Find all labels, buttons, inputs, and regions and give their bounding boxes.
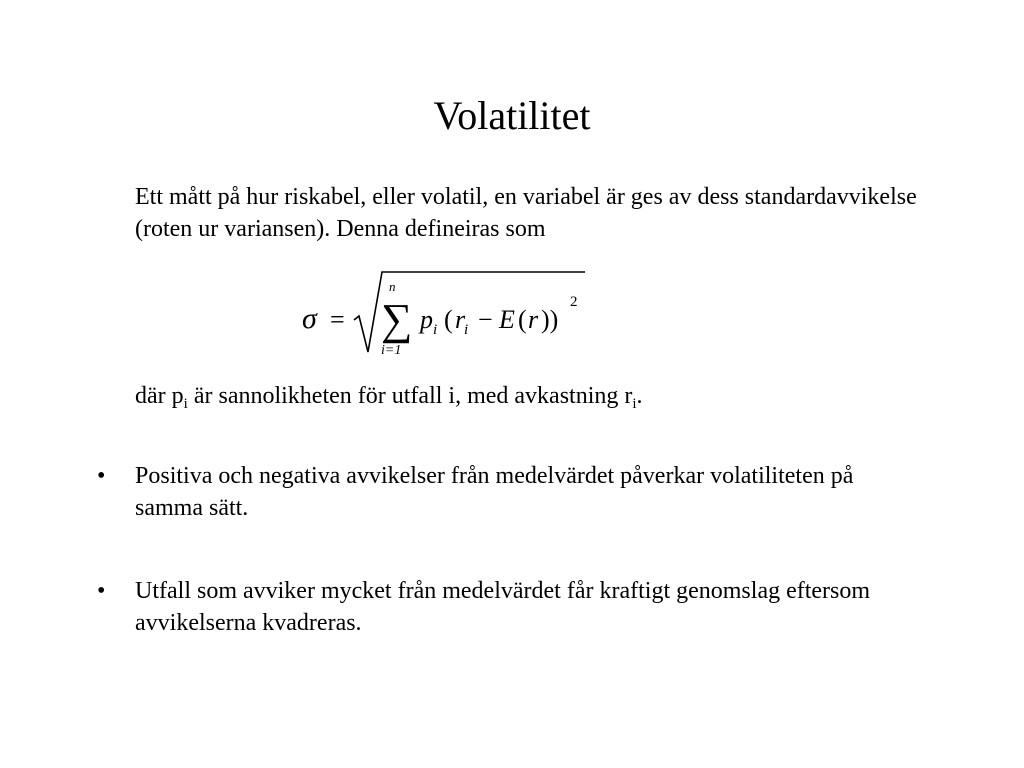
sum-symbol: ∑: [381, 295, 413, 344]
formula-close-parens: )): [541, 305, 559, 334]
formula-sigma: σ: [302, 302, 317, 335]
bullet-text: Utfall som avviker mycket från medelvärdet får kraftigt genomslag eftersom avvikelserna kvadreras.: [135, 578, 871, 636]
where-subscript-1: i: [183, 396, 188, 412]
formula-open-paren: (: [444, 305, 453, 334]
volatility-formula: [298, 270, 598, 362]
sum-upper-limit: n: [389, 279, 396, 294]
where-subscript-2: i: [632, 396, 637, 412]
where-line: [135, 380, 935, 412]
where-text-1: där p: [135, 383, 184, 409]
where-text-2: är sannolikheten för utfall i, med avkastning r: [187, 383, 633, 409]
formula-r: r: [455, 305, 466, 334]
formula-r-subscript: i: [464, 322, 469, 338]
formula-inner-open: (: [518, 305, 527, 334]
formula-p: p: [420, 305, 433, 334]
formula-minus: −: [478, 305, 493, 334]
formula-exponent: 2: [570, 294, 578, 310]
formula-inner-r: r: [528, 305, 539, 334]
bullet-marker: •: [97, 578, 106, 604]
sum-lower-limit: i=1: [381, 343, 402, 358]
formula-svg: [298, 270, 598, 362]
bullet-text: Positiva och negativa avvikelser från medelvärdet påverkar volatiliteten på samma sätt.: [135, 463, 854, 521]
formula-p-subscript: i: [433, 322, 438, 338]
bullet-marker: •: [97, 463, 106, 489]
formula-E: E: [499, 305, 515, 334]
where-text-3: .: [636, 383, 643, 409]
slide-title: Volatilitet: [433, 93, 591, 138]
formula-equals: =: [330, 305, 345, 334]
intro-paragraph: Ett mått på hur riskabel, eller volatil, en variabel är ges av dess standardavvikelse (roten ur variansen). Denna defineiras som: [135, 184, 917, 242]
